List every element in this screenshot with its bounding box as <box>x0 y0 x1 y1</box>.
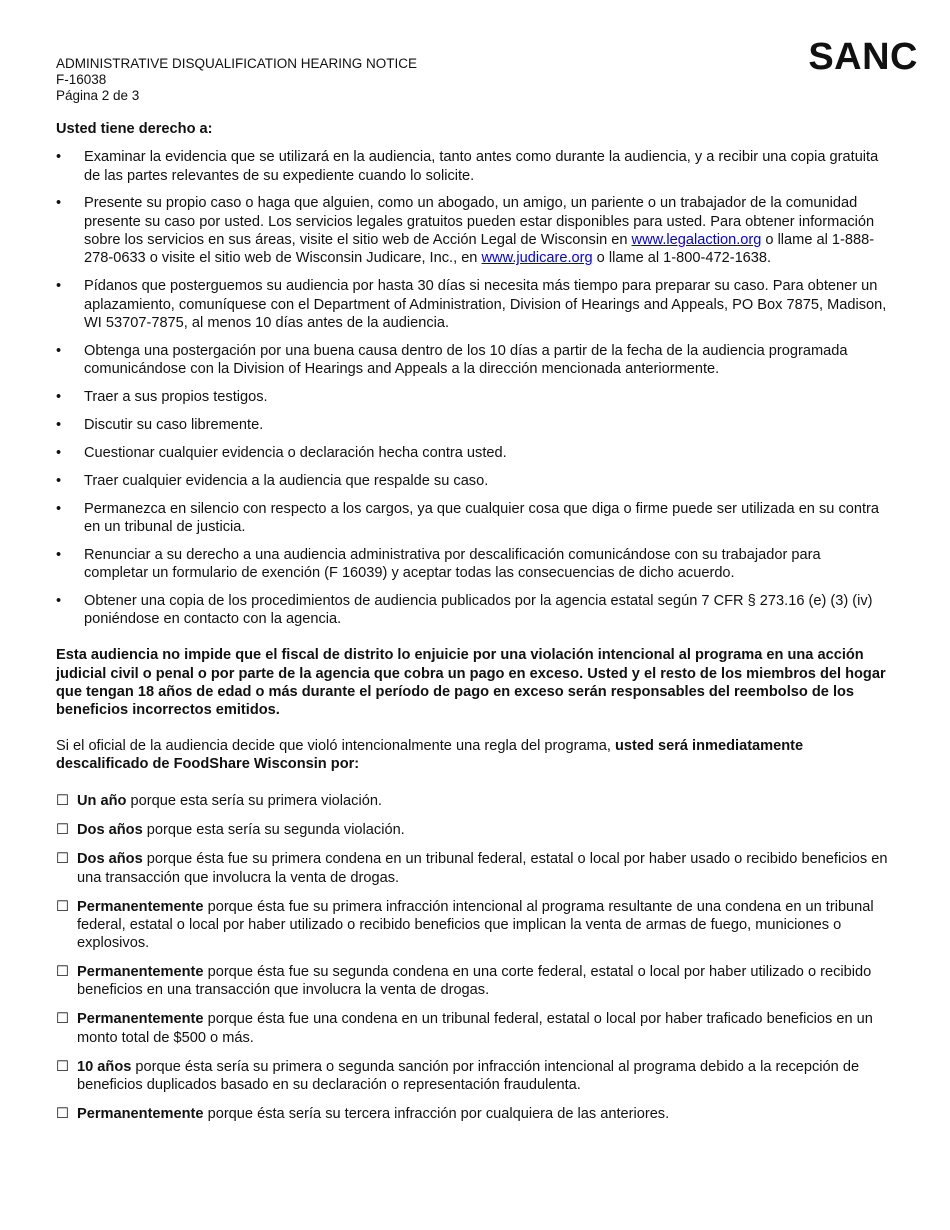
list-item-text: Traer cualquier evidencia a la audiencia que respalde su caso. <box>84 472 489 489</box>
bullet-icon: • <box>56 472 62 489</box>
list-item <box>56 444 888 462</box>
list-item <box>56 500 888 537</box>
list-item <box>56 194 888 267</box>
penalty-duration: Permanentemente <box>77 964 204 981</box>
list-item <box>56 148 888 185</box>
disqualification-intro-text: Si el oficial de la audiencia decide que violó intencionalmente una regla del programa, <box>56 737 615 754</box>
list-item-text: Permanezca en silencio con respecto a los cargos, ya que cualquier cosa que diga o firme puede ser utilizada en su contra en un tribunal de justicia. <box>84 500 880 535</box>
bullet-icon: • <box>56 149 62 166</box>
penalty-reason: porque ésta fue su segunda condena en una corte federal, estatal o local por haber utilizado o recibido beneficios en una transacción que involucra la venta de drogas. <box>77 964 872 999</box>
penalty-reason: porque ésta fue su primera infracción intencional al programa resultante de una condena en un tribunal federal, estatal o local por haber utilizado o recibido beneficios que implican la venta de armas de fuego, municiones o explosivos. <box>77 898 874 952</box>
bullet-icon: • <box>56 500 62 517</box>
penalty-reason: porque ésta fue su primera condena en un tribunal federal, estatal o local por haber usado o recibido beneficios en una transacción que involucra la venta de drogas. <box>77 851 888 886</box>
list-item-text: Presente su propio caso o haga que alguien, como un abogado, un amigo, un pariente o un trabajador de la comunidad presente su caso por usted. Los servicios legales gratuitos pueden estar disponibles para usted. Para obtener información sobre los servicios en sus áreas, visite el sitio web de Acción Legal de Wisconsin en <box>84 195 875 249</box>
list-item <box>56 342 888 379</box>
list-item-text: Pídanos que posterguemos su audiencia por hasta 30 días si necesita más tiempo para preparar su caso. Para obtener un aplazamiento, comuníquese con el Department of Administration, Division of Hearings and Appeals, PO Box 7875, Madison, WI 53707-7875, al menos 10 días antes de la audiencia. <box>84 278 887 331</box>
penalty-duration: Permanentemente <box>77 1105 204 1122</box>
penalty-option <box>56 1058 888 1095</box>
list-item <box>56 546 888 583</box>
bullet-icon: • <box>56 416 62 433</box>
penalty-option <box>56 963 888 1000</box>
bullet-icon: • <box>56 546 62 563</box>
list-item-text: o llame al 1-888-278-0633 o visite el sitio web de Wisconsin Judicare, Inc., en <box>84 232 875 267</box>
penalty-duration: Un año <box>77 793 127 810</box>
checkbox-icon[interactable]: ☐ <box>56 851 70 868</box>
bullet-icon: • <box>56 592 62 609</box>
penalty-duration: Dos años <box>77 851 143 868</box>
disqualification-intro <box>56 737 888 774</box>
penalty-options-list <box>56 792 888 1123</box>
bullet-icon: • <box>56 195 62 212</box>
penalty-duration: Permanentemente <box>77 898 204 915</box>
checkbox-icon[interactable]: ☐ <box>56 1011 70 1028</box>
list-item-text: Cuestionar cualquier evidencia o declaración hecha contra usted. <box>84 444 507 461</box>
list-item-text: Discutir su caso libremente. <box>84 416 264 433</box>
disqualification-intro-bold: usted será inmediatamente descalificado de FoodShare Wisconsin por: <box>56 737 804 772</box>
penalty-reason: porque esta sería su primera violación. <box>126 793 382 810</box>
penalty-option <box>56 850 888 887</box>
penalty-reason: porque ésta sería su primera o segunda sanción por infracción intencional al programa debido a la recepción de beneficios duplicados basado en su declaración o representación fraudulenta. <box>77 1058 860 1093</box>
page-number: Página 2 de 3 <box>56 88 140 103</box>
penalty-option <box>56 821 888 839</box>
list-item-text: Obtenga una postergación por una buena causa dentro de los 10 días a partir de la fecha de la audiencia programada comunicándose con la Division of Hearings and Appeals a la dirección mencionada anteriormente. <box>84 342 848 378</box>
document-body <box>56 120 888 1134</box>
checkbox-icon[interactable]: ☐ <box>56 898 70 915</box>
rights-heading: Usted tiene derecho a: <box>56 121 213 137</box>
form-code: SANC <box>808 36 918 78</box>
form-number: F-16038 <box>56 72 107 87</box>
rights-list <box>56 148 888 628</box>
bullet-icon: • <box>56 388 62 405</box>
bullet-icon: • <box>56 342 62 359</box>
list-item-text: Traer a sus propios testigos. <box>84 388 268 405</box>
penalty-duration: Dos años <box>77 822 143 839</box>
form-header <box>56 56 417 104</box>
penalty-reason: porque ésta sería su tercera infracción por cualquiera de las anteriores. <box>203 1105 670 1122</box>
list-item <box>56 592 888 629</box>
penalty-option <box>56 792 888 810</box>
bullet-icon: • <box>56 278 62 295</box>
penalty-reason: porque esta sería su segunda violación. <box>142 822 405 839</box>
list-item <box>56 416 888 434</box>
checkbox-icon[interactable]: ☐ <box>56 1058 70 1075</box>
checkbox-icon[interactable]: ☐ <box>56 1105 70 1122</box>
penalty-option <box>56 1105 888 1123</box>
checkbox-icon[interactable]: ☐ <box>56 822 70 839</box>
list-item <box>56 472 888 490</box>
list-item <box>56 277 888 332</box>
penalty-option <box>56 898 888 953</box>
list-item-text: Examinar la evidencia que se utilizará en la audiencia, tanto antes como durante la audiencia, y a recibir una copia gratuita de las partes relevantes de su expediente cuando lo solicite. <box>84 149 879 184</box>
judicare-link[interactable]: www.judicare.org <box>481 250 593 267</box>
list-item-text: o llame al 1-800-472-1638. <box>592 250 772 267</box>
penalty-option <box>56 1010 888 1047</box>
bullet-icon: • <box>56 444 62 461</box>
form-title: ADMINISTRATIVE DISQUALIFICATION HEARING NOTICE <box>56 56 418 71</box>
penalty-duration: 10 años <box>77 1058 132 1075</box>
legalaction-link[interactable]: www.legalaction.org <box>631 232 762 249</box>
checkbox-icon[interactable]: ☐ <box>56 793 70 810</box>
checkbox-icon[interactable]: ☐ <box>56 964 70 981</box>
list-item <box>56 388 888 406</box>
penalty-duration: Permanentemente <box>77 1011 204 1028</box>
list-item-text: Renunciar a su derecho a una audiencia administrativa por descalificación comunicándose con su trabajador para completar un formulario de exención (F 16039) y aceptar todas las consecuencias de dicho acuerdo. <box>84 546 821 581</box>
list-item-text: Obtener una copia de los procedimientos de audiencia publicados por la agencia estatal según 7 CFR § 273.16 (e) (3) (iv) poniéndose en contacto con la agencia. <box>84 592 873 628</box>
penalty-reason: porque ésta fue una condena en un tribunal federal, estatal o local por haber traficado beneficios en un monto total de $500 o más. <box>77 1011 873 1046</box>
prosecution-notice: Esta audiencia no impide que el fiscal de distrito lo enjuicie por una violación intencional al programa en una acción judicial civil o penal o por parte de la agencia que cobra un pago en exceso. Usted y el resto de los miembros del hogar que tengan 18 años de edad o más durante el período de pago en exceso serán responsables del reembolso de los beneficios incorrectos emitidos. <box>56 647 886 719</box>
